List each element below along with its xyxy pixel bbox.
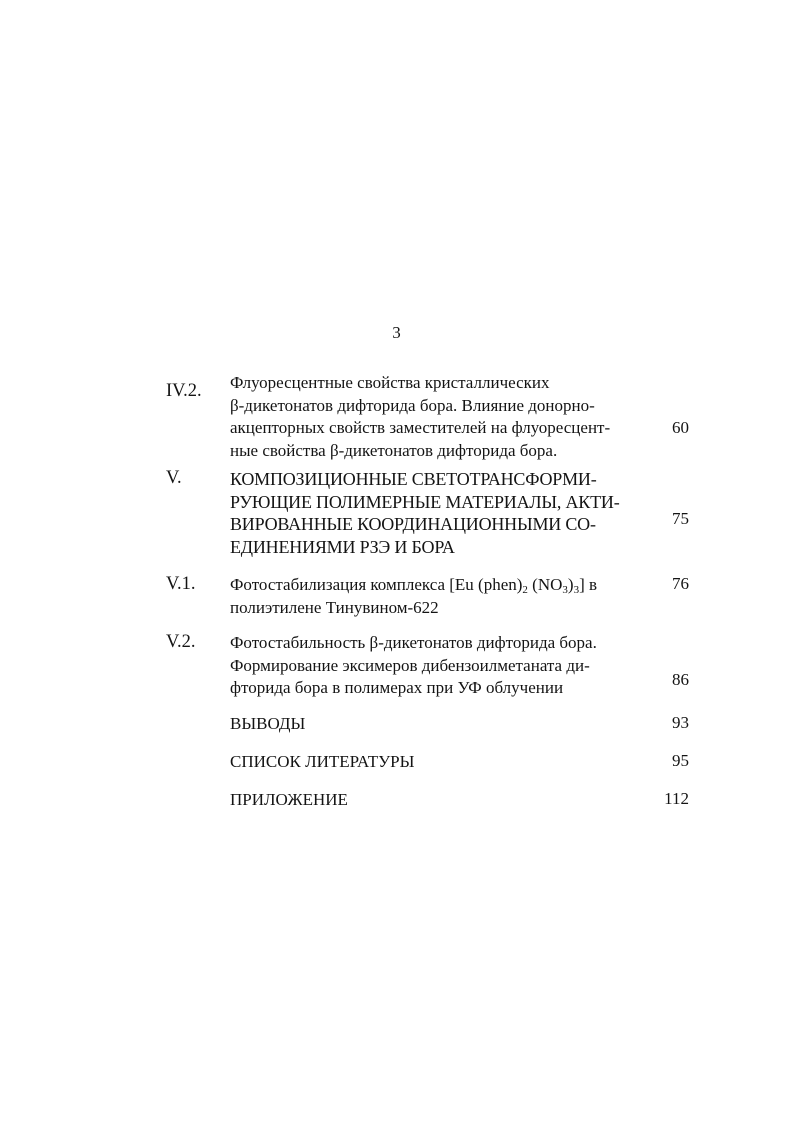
- subscript: 3: [573, 584, 580, 596]
- title-line: Формирование эксимеров дибензоилметаната ди-: [230, 655, 590, 675]
- title-line: ные свойства β-дикетонатов дифторида бора.: [230, 440, 558, 460]
- title-line: Флуоресцентные свойства кристаллических: [230, 373, 550, 392]
- title-line: акцепторных свойств заместителей на флуоресцент-: [230, 418, 611, 437]
- title-line: ЕДИНЕНИЯМИ РЗЭ И БОРА: [230, 536, 455, 557]
- title-text: (NO: [527, 575, 563, 594]
- toc-entry-title: [230, 751, 646, 774]
- toc-entry-number: V.1.: [166, 574, 196, 594]
- title-line: ПРИЛОЖЕНИЕ: [230, 790, 348, 809]
- toc-entry-page: 86: [672, 670, 689, 689]
- toc-entry-page: 95: [672, 751, 689, 770]
- toc-entry-number: V.: [166, 468, 182, 488]
- toc-entry-page: 93: [672, 713, 689, 732]
- toc-entry-title: [230, 713, 646, 736]
- title-line: ВИРОВАННЫЕ КООРДИНАЦИОННЫМИ СО-: [230, 514, 596, 534]
- toc-entry-page: 76: [672, 574, 689, 593]
- page-number: 3: [392, 323, 401, 342]
- toc-entry-title: [230, 372, 646, 462]
- title-line: КОМПОЗИЦИОННЫЕ СВЕТОТРАНСФОРМИ-: [230, 469, 597, 489]
- toc-entry-title: [230, 574, 646, 619]
- toc-entry-number: V.2.: [166, 632, 196, 652]
- toc-entry-title: [230, 468, 646, 558]
- title-text: ): [567, 575, 574, 594]
- subscript: 3: [562, 584, 568, 596]
- toc-entry-page: 60: [672, 418, 689, 437]
- toc-entry-page: 112: [664, 789, 689, 808]
- title-line: полиэтилене Тинувином-622: [230, 597, 439, 617]
- toc-entry-title: [230, 632, 646, 700]
- toc-entry-title: [230, 789, 646, 812]
- title-text: Фотостабилизация комплекса [Eu (phen): [230, 575, 523, 594]
- title-line: ВЫВОДЫ: [230, 714, 306, 733]
- title-text: ] в: [579, 575, 598, 594]
- title-line: Фотостабильность β-дикетонатов дифторида бора.: [230, 633, 597, 652]
- toc-entry-number: IV.2.: [166, 381, 202, 401]
- title-line: β-дикетонатов дифторида бора. Влияние донорно-: [230, 395, 595, 415]
- title-line: СПИСОК ЛИТЕРАТУРЫ: [230, 752, 415, 771]
- title-line: [230, 574, 646, 597]
- title-line: фторида бора в полимерах при УФ облучении: [230, 678, 564, 697]
- toc-entry-page: 75: [672, 509, 689, 528]
- subscript: 2: [522, 584, 528, 596]
- title-line: РУЮЩИЕ ПОЛИМЕРНЫЕ МАТЕРИАЛЫ, АКТИ-: [230, 491, 620, 512]
